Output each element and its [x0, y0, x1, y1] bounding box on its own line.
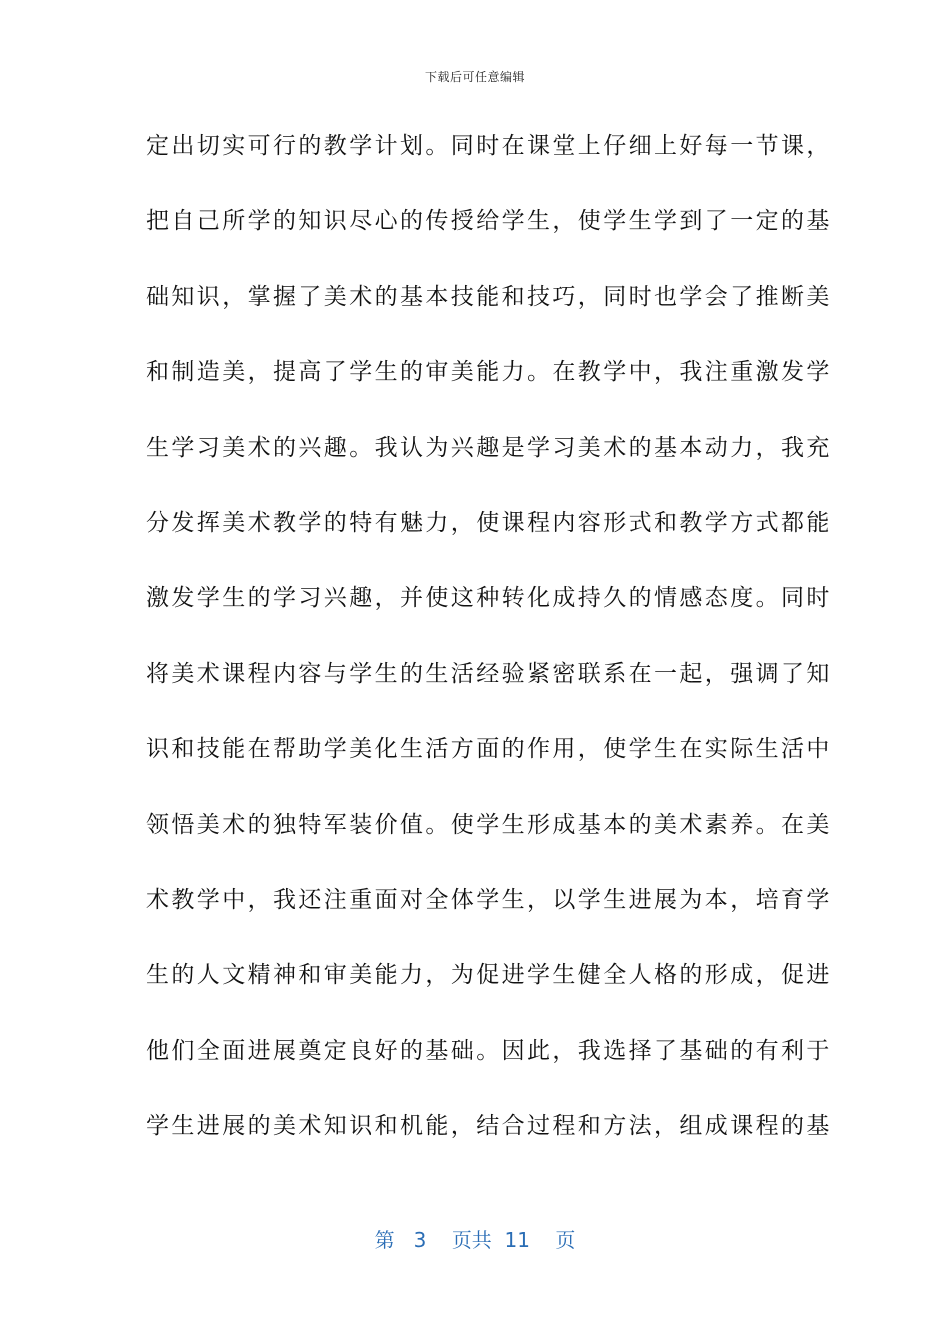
text-line: 领悟美术的独特军装价值。使学生形成基本的美术素养。在美	[146, 811, 832, 838]
text-line: 将美术课程内容与学生的生活经验紧密联系在一起，强调了知	[146, 660, 832, 687]
text-line: 生学习美术的兴趣。我认为兴趣是学习美术的基本动力，我充	[146, 434, 832, 461]
text-line: 分发挥美术教学的特有魅力，使课程内容形式和教学方式都能	[146, 509, 832, 536]
text-line: 识和技能在帮助学美化生活方面的作用，使学生在实际生活中	[146, 736, 832, 763]
text-line: 学生进展的美术知识和机能，结合过程和方法，组成课程的基	[146, 1113, 832, 1140]
text-line: 术教学中，我还注重面对全体学生，以学生进展为本，培育学	[146, 886, 832, 913]
text-line: 激发学生的学习兴趣，并使这种转化成持久的情感态度。同时	[146, 585, 832, 612]
current-page-number: 3	[413, 1228, 427, 1252]
header-note: 下载后可任意编辑	[424, 70, 525, 84]
footer-suffix: 页	[555, 1228, 576, 1252]
footer-prefix: 第	[374, 1228, 395, 1252]
text-line: 他们全面进展奠定良好的基础。因此，我选择了基础的有利于	[146, 1037, 832, 1064]
text-line: 把自己所学的知识尽心的传授给学生，使学生学到了一定的基	[146, 208, 832, 235]
page-footer	[0, 1224, 950, 1253]
text-line: 定出切实可行的教学计划。同时在课堂上仔细上好每一节课，	[146, 133, 832, 159]
text-line: 础知识，掌握了美术的基本技能和技巧，同时也学会了推断美	[146, 283, 832, 310]
text-line: 生的人文精神和审美能力，为促进学生健全人格的形成，促进	[146, 962, 832, 989]
body-text	[146, 126, 832, 1181]
footer-middle: 页共	[451, 1228, 492, 1252]
total-pages-number: 11	[504, 1228, 530, 1252]
text-line: 和制造美，提高了学生的审美能力。在教学中，我注重激发学	[146, 359, 832, 386]
